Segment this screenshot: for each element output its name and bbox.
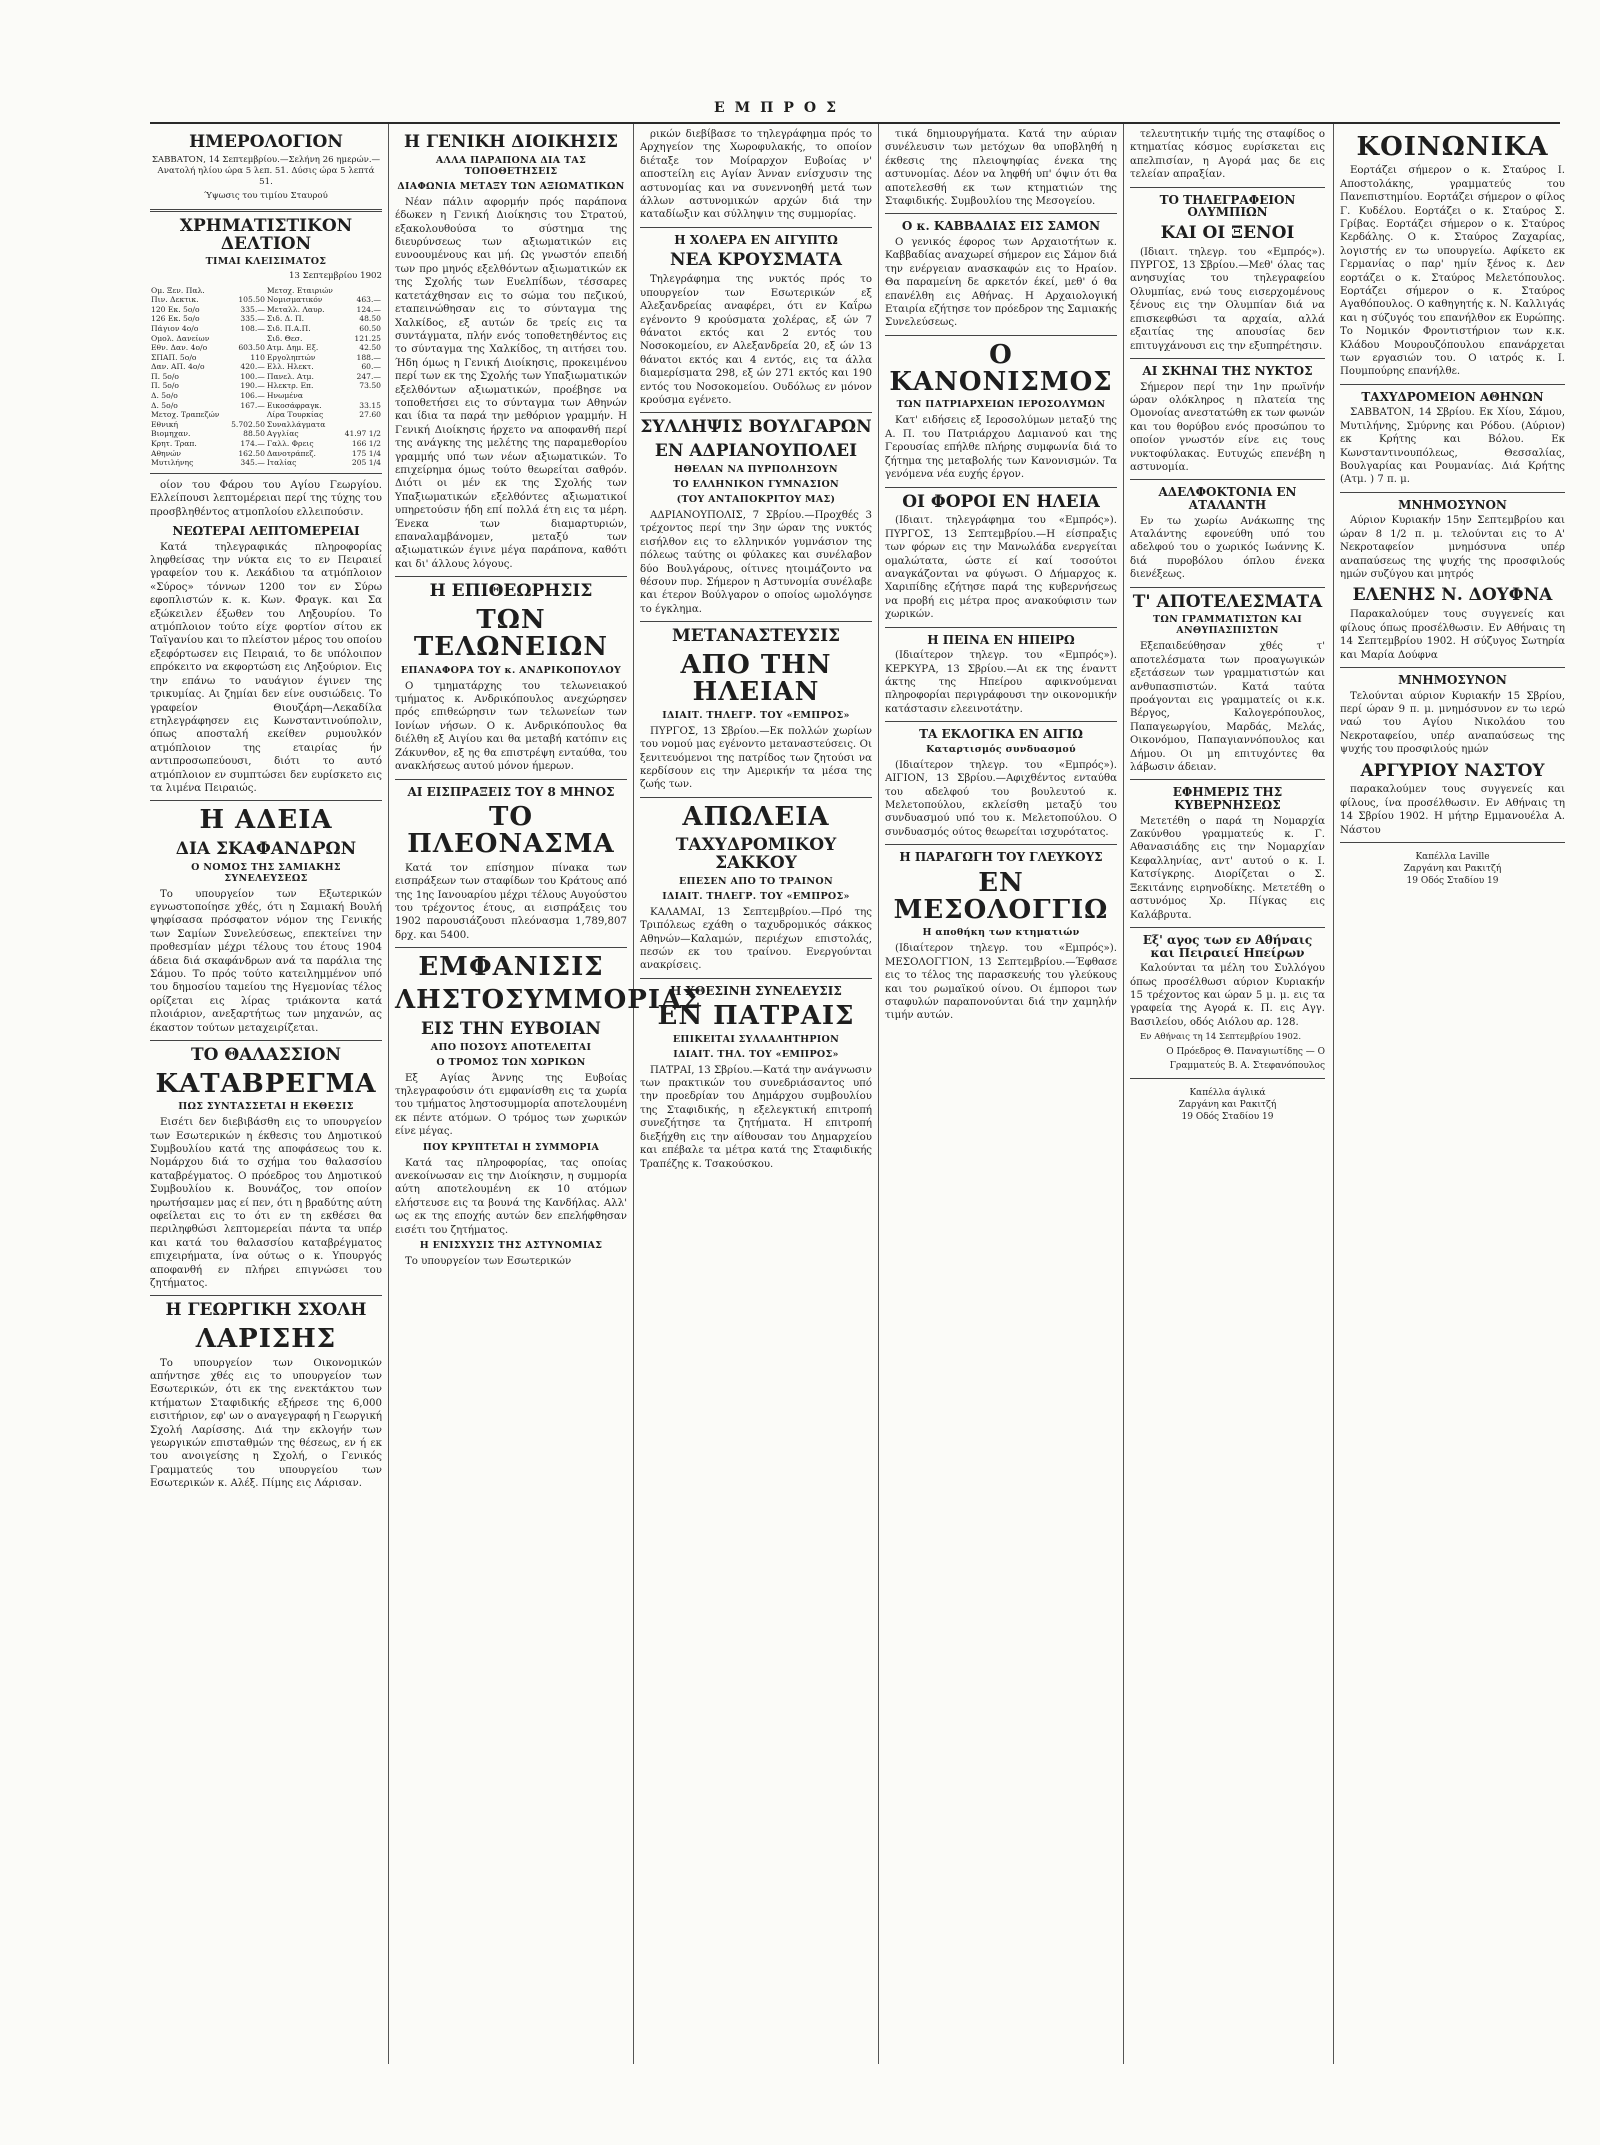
divider [640,227,872,228]
article-text: οίον του Φάρου του Αγίου Γεωργίου. Ελλείπουσι λεπτομέρειαι περί της τύχης του προσβληθέντος ατμοπλοίου ελλειπούσιν. [150,479,382,518]
divider [1130,927,1325,928]
divider [395,576,627,577]
article-subhead: ΑΠΟ ΠΟΣΟΥΣ ΑΠΟΤΕΛΕΙΤΑΙ [430,1041,592,1053]
article-headline: ΤΟ ΤΗΛΕΓΡΑΦΕΙΟΝ ΟΛΥΜΠΙΩΝ [1159,192,1296,220]
rates-cell: Δ. 5ο/ο [151,391,178,401]
article-text: (Ιδιαιτ. τηλεγράφημα του «Εμπρός»). ΠΥΡΓΟΣ, 13 Σεπτεμβρίου.—Η είσπραξις των φόρων εις την Μανωλάδα ενεργείται ομαλώτατα, ώστε εί καί τοσούτοι αναγκάζονται να φύγωσι. Ο Δήμαρχος κ. Χαριπίδης εζήτησε παρά της κυβερνήσεως να προβή εις μέτρα προς ανακούφισιν των χωρικών. [885,515,1117,621]
rates-row [150,372,382,382]
divider [150,1040,382,1041]
article-subhead: ΤΟ ΕΛΛΗΝΙΚΟΝ ΓΥΜΝΑΣΙΟΝ [672,479,840,491]
top-rule [150,122,1560,124]
rates-row [150,305,382,315]
article-headline: Η ΑΔΕΙΑ [199,805,333,836]
article-text: (Ιδιαιτ. τηλεγρ. του «Εμπρός»). ΠΥΡΓΟΣ, 13 Σβρίου.—Μεθ' όλας τας ανησυχίας του τηλεγραφείου Ολυμπίας, ενώ τους εισερχομένους ξένους εις την Ολυμπίαν διά να επισκεφθώσι τα αρχαία, αλλά εξαιτίας της απουσίας δεν επιτυγχάνουσι εις την εξυπηρέτησιν. [1130,246,1325,352]
rates-cell: 162.50 [238,448,265,458]
rates-cell: 121.25 [354,333,381,343]
calendar-title: ΗΜΕΡΟΛΟΓΙΟΝ [189,132,343,152]
divider [1340,667,1565,668]
notice-date: Εν Αθήναις τη 14 Σεπτεμβρίου 1902. [1140,1032,1302,1043]
rates-cell: 5.702.50 [231,419,265,429]
rates-cell: Σιδ. Θεσ. [266,333,303,343]
rates-cell: Σιδ. Δ. Π. [266,314,304,324]
article-text: (Ιδιαίτερον τηλεγρ. του «Εμπρός»). ΜΕΣΟΛΟΓΓΙΟΝ, 13 Σεπτεμβρίου.—Έφθασε εις το τέλος της παρασκευής του γλεύκους και του ρωμαϊκού οίνου. Οι έμποροι των σταφυλών παραπονούνται διά την χαμηλήν τιμήν αυτών. [885,943,1117,1022]
rates-row [150,314,382,324]
rates-cell: 106.— [240,391,265,401]
rates-cell: 603.50 [238,343,265,353]
rates-cell: 335.— [240,314,265,324]
rates-row [150,334,382,344]
rates-cell: Γαλλ. Φρεις [266,439,314,449]
rates-cell [227,286,266,296]
rates-cell: 420.— [240,362,265,372]
article-headline: Η ΧΟΛΕΡΑ ΕΝ ΑΙΓΥΠΤΩ [674,232,838,247]
rates-cell: 345.— [240,458,265,468]
divider [150,473,382,474]
article-headline: Ο κ. ΚΑΒΒΑΔΙΑΣ ΕΙΣ ΣΑΜΟΝ [901,219,1101,234]
article-subhead: Ο ΝΟΜΟΣ ΤΗΣ ΣΑΜΙΑΚΗΣ ΣΥΝΕΛΕΥΣΕΩΣ [191,861,341,884]
article-subhead: (ΤΟΥ ΑΝΤΑΠΟΚΡΙΤΟΥ ΜΑΣ) [676,494,836,506]
rates-cell: 175 1/4 [351,448,381,458]
divider [640,797,872,798]
article-headline: ΤΟ ΘΑΛΑΣΣΙΟΝ [190,1044,342,1065]
memorial-name: ΕΛΕΝΗΣ Ν. ΔΟΥΦΝΑ [1352,585,1553,606]
divider [1130,479,1325,480]
divider [885,627,1117,628]
article-text: ΑΔΡΙΑΝΟΥΠΟΛΙΣ, 7 Σβρίου.—Προχθές 3 τρέχοντος περί την 3ην ώραν της νυκτός εισήλθον εις το ελληνικόν γυμνάσιον της πόλεως ταύτης οι φύλακες και συνέλαβον δύο Βουλγάρους, οίτινες ητοιμάζοντο να θέσουν πυρ. Σήμερον η Αστυνομία συνέλαβε και έτερον Βούλγαρον ο οποίος ωμολόγησε το έγκλημα. [640,510,872,615]
divider [1340,842,1565,843]
article-headline: ΕΜΦΑΝΙΣΙΣ [418,952,604,983]
article-text: Μετετέθη ο παρά τη Νομαρχία Ζακύνθου γραμματεύς κ. Γ. Αθανασιάδης εις την Νομαρχίαν Κεφαλληνίας, αντ' αυτού ο κ. Ι. Κατσίγκρης. Διορίζεται ο Σ. Ξεκιτάνης ειρηνοδίκης. Μετετέθη ο αστυνόμος Χρ. Πίγκας εις Καλάβρυτα. [1130,815,1325,921]
divider [885,213,1117,214]
rates-cell: Πανελ. Ατμ. [266,371,314,381]
ad-line: 19 Οδός Σταδίου 19 [1181,1112,1274,1123]
article-text: (Ιδιαίτερον τηλεγρ. του «Εμπρός»). ΚΕΡΚΥΡΑ, 13 Σβρίου.—Αι εκ της ένανττ άκτης της Ηπείρου αφικνούμεναι πληροφορίαι περιγράφουσι την οικονομικήν κατάστασιν ελεεινοτάτην. [885,650,1117,715]
article-headline: ΚΟΙΝΩΝΙΚΑ [1356,132,1549,162]
notice-signature: Ο Πρόεδρος Θ. Παναγιωτίδης — Ο Γραμματεύς Β. Α. Στεφανόπουλος [1166,1047,1325,1071]
article-subhead: Ο ΤΡΟΜΟΣ ΤΩΝ ΧΩΡΙΚΩΝ [436,1056,586,1068]
rates-cell [340,420,382,430]
article-headline: ΣΥΛΛΗΨΙΣ ΒΟΥΛΓΑΡΩΝ [640,417,872,438]
article-text: Κατά τας πληροφορίας, τας οποίας ανεκοίνωσαν εις την Διοίκησιν, η συμμορία αύτη αποτελουμένη εκ 10 ατόμων ελήστευσε εις τα βουνά της Κανδήλας. Αλλ' ως εκ της εποχής αυτών δεν επελήφθησαν εισέτι του ζητήματος. [395,1157,627,1236]
article-headline: ΤΑΧΥΔΡΟΜΕΙΟΝ ΑΘΗΝΩΝ [1361,389,1544,404]
rates-cell: Βιομηχαν. [151,429,191,439]
rates-cell: 48.50 [359,314,381,324]
article-headline: ΑΙ ΣΚΗΝΑΙ ΤΗΣ ΝΥΚΤΟΣ [1142,363,1313,378]
column-rule [388,124,389,2064]
rates-table [150,286,382,468]
article-headline: Η ΧΘΕΣΙΝΗ ΣΥΝΕΛΕΥΣΙΣ [670,983,842,998]
article-text: Το υπουργείον των Οικονομικών απήντησε χθές εις το υπουργείον των Εσωτερικών, ότι εκ της ενεκτάκτου των κτήματων Σταφιδικής εξήρεσε της 6,000 εισιτήριον, εφ' ων ο αναγεγραφή η Γεωργική Σχολή Λαρίσσης. Διά την εκλογήν των γεωργικών επισταθμών της θέσεως, εν ή εκ του ανοιγείσης η Σχολή, ο Γενικός Γραμματεύς του υπουργείου των Εσωτερικών κ. Αλέξ. Πίμης εις Λάρισαν. [150,1357,382,1490]
article-headline: ΟΙ ΦΟΡΟΙ ΕΝ ΗΛΕΙΑ [902,491,1100,512]
rates-row [150,362,382,372]
article-text: ρικών διεβίβασε το τηλεγράφημα πρός το Αρχηγείον της Χωροφυλακής, το οποίον διέταξε τον Μοίραρχον Ευβοίας ν' αποστείλη εις Αγίαν Άνναν ενίσχυσιν της αστυνομίας και να συνεννοηθή μετά των άλλων αστυνομικών αρχών διά την καταδίωξιν και σύλληψιν της συμμορίας. [640,129,872,221]
rates-row [150,286,382,296]
rates-cell: 247.— [356,371,381,381]
divider [640,621,872,622]
article-subhead: ΤΩΝ ΓΡΑΜΜΑΤΙΣΤΩΝ ΚΑΙ ΑΝΘΥΠΑΣΠΙΣΤΩΝ [1153,614,1302,637]
rates-cell: Ηλεκτρ. Επ. [266,381,314,391]
article-headline: Η ΕΠΙΘΕΩΡΗΣΙΣ [429,581,593,602]
rates-cell: Λίρα Τουρκίας [266,410,324,420]
divider [1130,1078,1325,1079]
rates-cell: 88.50 [243,429,265,439]
article-headline: ΚΑΤΑΒΡΕΓΜΑ [155,1068,377,1099]
rates-row [150,391,382,401]
divider [395,779,627,780]
article-headline: ΕΙΣ ΤΗΝ ΕΥΒΟΙΑΝ [421,1018,601,1039]
rates-cell: 105.50 [238,295,265,305]
calendar-text: ΣΑΒΒΑΤΟΝ, 14 Σεπτεμβρίου.—Σελήνη 26 ημερών.— Ανατολή ηλίου ώρα 5 λεπ. 51. Δύσις ώρα 5 λεπτά 51. [151,154,381,188]
rates-cell: Νομισματικόν [266,295,323,305]
rates-cell: Ομ. Ξεν. Παλ. [151,285,205,295]
rates-cell [340,286,382,296]
column-rule [1123,124,1124,2064]
article-text: Σήμερον περί την 1ην πρωϊνήν ώραν ολόκληρος η πλατεία της Ομονοίας ανεστατώθη εκ των φωνών και του θορύβου ενός προσώπου το οποίον γνωστόν είνε εις τους νυκτοφύλακας. Ευτυχώς επενέβη η αστυνομία. [1130,381,1325,473]
rates-row [150,410,382,420]
rates-cell: 166 1/2 [351,439,381,449]
rates-cell: Ομολ. Δανείων [151,333,210,343]
article-text: Ο τμηματάρχης του τελωνειακού τμήματος κ. Ανδρικόπουλος ανεχώρησεν πρός επιθεώρησιν των τελωνείων των Ιονίων νήσων. Ο κ. Ανδρικόπουλος θα διέλθη εξ Αιγίου και θα μεταβή κατόπιν εις Ζάκυνθον, εξ ης θα επιστρέψη ενταύθα, του ανακλήσεως αυτού μόνον ήμερων. [395,680,627,773]
rates-cell: 60.— [361,362,381,372]
rates-cell: Ιταλίας [266,458,297,468]
rates-cell: Σιδ. Π.Α.Π. [266,323,311,333]
ad-line: Καπέλλα Laville [1415,852,1490,863]
article-headline: ΕΦΗΜΕΡΙΣ ΤΗΣ ΚΥΒΕΡΝΗΣΕΩΣ [1172,785,1283,813]
column-rule [1333,124,1334,2064]
rates-cell: ΣΠΑΠ. 5ο/ο [151,352,197,362]
divider [395,947,627,948]
article-headline: ΚΑΙ ΟΙ ΞΕΝΟΙ [1160,222,1295,243]
article-headline: Η ΓΕΝΙΚΗ ΔΙΟΙΚΗΣΙΣ [404,132,618,152]
rates-cell: Ηνωμένα [266,391,303,401]
divider [150,1295,382,1296]
rates-row [150,449,382,459]
rates-cell: 33.15 [359,400,381,410]
rates-cell: 174.— [240,439,265,449]
column-2 [395,128,702,2058]
article-headline: Τ' ΑΠΟΤΕΛΕΣΜΑΤΑ [1132,591,1323,612]
article-text: τελευτητικήν τιμής της σταφίδος ο κτηματίας κόσμος ευρίσκεται εις απελπισίαν, η Αγορά μας δε εις τελείαν απραξίαν. [1130,129,1325,181]
article-subhead: ΕΠΕΣΕΝ ΑΠΟ ΤΟ ΤΡΑΙΝΟΝ [679,875,833,887]
rates-cell: Ελλ. Ηλεκτ. [266,362,314,372]
ad-line: 19 Οδός Σταδίου 19 [1406,876,1499,887]
column-6 [1340,128,1565,2058]
article-subhead: ΙΔΙΑΙΤ. ΤΗΛ. ΤΟΥ «ΕΜΠΡΟΣ» [673,1048,839,1060]
article-headline: ΤΩΝ ΤΕΛΩΝΕΙΩΝ [413,605,609,663]
rates-cell: Ατμ. Δημ. Εξ. [266,343,319,353]
rates-row [150,429,382,439]
bulletin-date: 13 Σεπτεμβρίου 1902 [288,271,382,282]
article-headline: ΝΕΩΤΕΡΑΙ ΛΕΠΤΟΜΕΡΕΙΑΙ [172,524,360,539]
article-headline: Ο ΚΑΝΟΝΙΣΜΟΣ [889,339,1113,398]
divider [885,487,1117,488]
article-headline: ΤΑ ΕΚΛΟΓΙΚΑ ΕΝ ΑΙΓΙΩ [919,727,1083,742]
column-1 [150,128,382,2058]
article-headline: ΕΝ ΠΑΤΡΑΙΣ [657,1001,855,1032]
article-text: Εξεπαιδεύθησαν χθές τ' αποτελέσματα των προαγωγικών εξετάσεων των γραμματιστών και ανθυπασπιστών. Κατά ταύτα προάγονται εις γραμματείς οι κ.κ. Βέργος, Καλογερόπουλος, Παπαγεωργίου, Μαρδάς, Μελάς, Οικονόμου, Παπαγιαννόπουλος και Δήμου. Οι μη επιτυχόντες θα λάβωσιν άδειαν. [1130,641,1325,774]
rates-cell: Συναλλάγματα [266,419,326,429]
ad-line: Καπέλλα άγλικά [1189,1088,1266,1099]
article-headline: Εξ' αγος των εν Αθήναις και Πειραιεί Ηπείρων [1142,932,1313,960]
article-text: Παρακαλούμεν τους συγγενείς και φίλους όπως προσέλθωσιν. Εν Αθήναις τη 14 Σεπτεμβρίου 1902. Η σύζυγος Σωτηρία και Μαρία Δούφνα [1340,609,1565,661]
rates-cell: 108.— [240,323,265,333]
rates-cell: Εθνική [151,419,179,429]
rates-cell: Αθηνών [151,448,182,458]
advertisement [1130,1087,1325,1123]
article-headline: ΕΝ ΑΔΡΙΑΝΟΥΠΟΛΕΙ [654,441,858,462]
article-text: Κατ' ειδήσεις εξ Ιεροσολύμων μεταξύ της Α. Π. του Πατριάρχου Δαμιανού και της Γερουσίας επήλθε πλήρης συμφωνία διά το ζήτημα της μεταβολής των Κανονισμών. Τα γενόμενα νέα ευχής έργον. [885,415,1117,481]
rates-cell: Π. 5ο/ο [151,371,179,381]
article-subhead: Η ΕΝΙΣΧΥΣΙΣ ΤΗΣ ΑΣΤΥΝΟΜΙΑΣ [419,1240,603,1252]
rates-cell: 190.— [240,381,265,391]
rates-cell: 335.— [240,304,265,314]
rates-cell: 463.— [356,295,381,305]
rates-cell: 205 1/4 [351,458,381,468]
advertisement [1340,851,1565,887]
rates-cell: 27.60 [359,410,381,420]
article-headline: ΑΠΩΛΕΙΑ [682,801,830,832]
article-headline: Η ΠΕΙΝΑ ΕΝ ΗΠΕΙΡΩ [927,632,1075,647]
divider [150,209,382,212]
article-text: Εξ Αγίας Άννης της Ευβοίας τηλεγραφούσιν ότι εμφανίσθη εις τα χωρία του τμήματος ληστοσυμμορία αποτελουμένη εκ πέντε ατόμων. Ο τρόμος των χωρικών είνε μέγας. [395,1072,627,1138]
article-headline: ΜΝΗΜΟΣΥΝΟΝ [1398,497,1507,512]
divider [1130,187,1325,188]
rates-cell: Εικοσάφραγκ. [266,400,322,410]
rates-cell: Π. 5ο/ο [151,381,179,391]
rates-cell: 167.— [240,400,265,410]
article-text: τικά δημιουργήματα. Κατά την αύριαν συνέλευσιν των μετόχων θα υποβληθή η έκθεσις της πλειοψηφίας ένεκα της αστυνομίας. Δέον να ληφθή υπ' όψιν ότι θα αποτελεσθή εκ των κτηματιών της Σταφιδικής. Συμβουλίου της Μεσογείου. [885,129,1117,208]
article-text: παρακαλούμεν τους συγγενείς και φίλους, ίνα προσέλθωσιν. Εν Αθήναις τη 14 Σβρίου 1902. Η μήτηρ Εμμανουέλα Α. Νάστου [1340,784,1565,836]
divider [885,335,1117,336]
article-text: ΠΥΡΓΟΣ, 13 Σβρίου.—Εκ πολλών χωρίων του νομού μας εγένοντο μεταναστεύσεις. Οι ξενιτευόμενοι της πατρίδος των ζητούσι να κερδίσουν εις την Αμερικήν τα μέσα της ζωής των. [640,725,872,791]
article-headline: ΤΑΧΥΔΡΟΜΙΚΟΥ ΣΑΚΚΟΥ [675,835,837,873]
divider [640,412,872,413]
rates-cell: Μεταλλ. Λαυρ. [266,304,325,314]
rates-cell: 73.50 [359,381,381,391]
rates-cell: 42.50 [359,343,381,353]
rates-cell: 120 Εκ. 5ο/ο [151,304,200,314]
article-subhead: ΠΟΥ ΚΡΥΠΤΕΤΑΙ Η ΣΥΜΜΟΡΙΑ [422,1141,600,1153]
rates-cell [227,334,266,344]
rates-row [150,295,382,305]
rates-cell: 41.97 1/2 [344,429,381,439]
column-rule [878,124,879,2064]
rates-cell: 126 Εκ. 5ο/ο [151,314,200,324]
article-headline: ΑΔΕΛΦΟΚΤΟΝΙΑ ΕΝ ΑΤΑΛΑΝΤΗ [1158,485,1297,512]
article-subhead: Η αποθήκη των κτηματιών [922,927,1080,939]
article-headline: ΔΙΑ ΣΚΑΦΑΝΔΡΩΝ [175,838,357,859]
article-subhead: ΙΔΙΑΙΤ. ΤΗΛΕΓΡ. ΤΟΥ «ΕΜΠΡΟΣ» [662,709,850,721]
rates-row [150,420,382,430]
memorial-name: ΑΡΓΥΡΙΟΥ ΝΑΣΤΟΥ [1360,760,1545,781]
divider [885,721,1117,722]
divider [1340,384,1565,385]
article-subhead: ΠΩΣ ΣΥΝΤΑΣΣΕΤΑΙ Η ΕΚΘΕΣΙΣ [178,1101,354,1113]
masthead: ΕΜΠΡΟΣ [713,100,846,116]
rates-cell: Μυτιλήνης [151,458,194,468]
rates-cell: 188.— [356,352,381,362]
rates-row [150,401,382,411]
rates-row [150,381,382,391]
rates-cell: Πάγιον 4ο/ο [151,323,199,333]
rates-cell: Εθν. Δαν. 4ο/ο [151,343,208,353]
divider [640,978,872,979]
article-text: Τελούνται αύριον Κυριακήν 15 Σβρίου, περί ώραν 9 π. μ. μνημόσυνον εν τω ιερώ ναώ του Αγίου Νικολάου του Νεκροταφείου, υπέρ αναπαύσεως της ψυχής του προσφιλούς ημών [1340,690,1565,756]
ad-line: Ζαργάνη και Ρακιτζή [1403,864,1502,875]
rates-row [150,458,382,468]
article-headline: ΝΕΑ ΚΡΟΥΣΜΑΤΑ [670,250,842,271]
column-5 [1130,128,1325,2058]
article-headline: ΜΝΗΜΟΣΥΝΟΝ [1398,672,1507,687]
article-text: Εν τω χωρίω Ανάκωπης της Αταλάντης εφονεύθη υπό του αδελφού του ο χωρικός Ιωάννης Κ. διά πυροβόλου όπλου ένεκα διενέξεως. [1130,515,1325,581]
divider [1130,587,1325,588]
article-text: Εισέτι δεν διεβιβάσθη εις το υπουργείον των Εσωτερικών η έκθεσις του Δημοτικού Συμβουλίου κατά της αποφάσεως του κ. Νομάρχου διά το σχήμα του θαλασσίου καταβρέγματος. Ο πρόεδρος του Δημοτικού Συμβουλίου κ. Βουνάζος, τον οποίον ηρωτήσαμεν μας εί πεν, ότι η βραδύτης αύτη οφείλεται εις το ότι εν τη εκθέσει θα περιληφθώσι λεπτομερείαι πάντα τα υπέρ και κατά του θαλασσίου καταβρέγματος επιχειρήματα, ίνα ούτως ο κ. Υπουργός αποφανθή εν πλήρει επιγνώσει του ζητήματος. [150,1117,382,1289]
article-text: Νέαν πάλιν αφορμήν πρός παράπονα έδωκεν η Γενική Διοίκησις του Στρατού, εξακολουθούσα το σύστημα της διευρύνσεως των αξιωματικών εις ευνοουμένους και μή. Ως γνωστόν επειδή των προ μηνός εξελθόντων αξιωματικών εκ της Σχολής των Ευελπίδων, τέσσαρες κατετάχθησαν εις το σώμα του πεζικού, εταπεινώθησαν εις το σύνταγμα της Χαλκίδος, εξ αυτών δε τρείς εις τα συντάγματα, πλήν ενός τοποθετηθέντος εις το σύνταγμα της Χαλκίδος, τη αιτήσει του. Ήδη όμως η Γενική Διοίκησις, προκειμένου περί των εκ της Σχολής των Υπαξιωματικών εξελθόντων αξιωματικών, προέβησε να τοποθετήσει εις το σύνταγμα των Αθηνών και ίδια τα παρά την μεθόριον γραμμήν. Η Γενική Διοίκησις ήρχετο να αποφανθή περί της ανάγκης της μελέτης της παραμεθορίου γραμμής υπό των νέων αξιωματικών. Το επιχείρημα όμως τούτο θεωρείται σαθρόν. Διότι οι μέν εκ της Σχολής των Υπαξιωματικών εξελθόντες αξιωματικοί υπηρετούσιν ήδη επί πολλά έτη εις τα μέρη. Ένεκα των διαμαρτυριών, επαναλαμβάνομεν, μεταξύ των αξιωματικών έγινε μέγα παράπονα, καθότι και δι' άλλους λόγους. [395,196,627,570]
article-subhead: ΕΠΑΝΑΦΟΡΑ ΤΟΥ κ. ΑΝΔΡΙΚΟΠΟΥΛΟΥ [400,664,622,676]
divider [1130,779,1325,780]
rates-cell [227,410,266,420]
rates-cell: Πιν. Δεκτικ. [151,295,199,305]
rates-cell: Δ. 5ο/ο [151,400,178,410]
rates-row [150,439,382,449]
article-headline: ΑΠΟ ΤΗΝ ΗΛΕΙΑΝ [680,650,832,708]
rates-cell: Δαν. ΑΠ. 4ο/ο [151,362,205,372]
rates-cell: 110 [250,352,265,362]
article-headline: ΤΟ ΠΛΕΟΝΑΣΜΑ [407,802,615,860]
article-subhead: ΤΩΝ ΠΑΤΡΙΑΡΧΕΙΩΝ ΙΕΡΟΣΟΛΥΜΩΝ [896,399,1106,411]
rates-row [150,324,382,334]
column-3 [640,128,872,2058]
calendar-feast: Ύψωσις του τιμίου Σταυρού [204,191,328,202]
article-text: Ο γενικός έφορος των Αρχαιοτήτων κ. Καββαδίας αναχωρεί σήμερον εις Σάμον διά την ενέργειαν ανασκαφών εις το Ηραίον. Θα παραμείνη δε αρκετόν έκεί, μεθ' ό θα επανέλθη εις Αθήνας. Η Αρχαιολογική Εταιρία εζήτησε τον πρόεδρον της Σαμιακής Συνελεύσεως. [885,237,1117,329]
article-text: ΚΑΛΑΜΑΙ, 13 Σεπτεμβρίου.—Πρό της Τριπόλεως εχάθη ο ταχυδρομικός σάκκος Αθηνών—Καλαμών, περιέχων επιστολάς, πεσών εκ του τραίνου. Ενεργούνται ανακρίσεις. [640,906,872,972]
article-text: Κατά τον επίσημον πίνακα των εισπράξεων των σταφίδων του Κράτους από της 1ης Ιανουαρίου μέχρι τέλους Αυγούστου του τρέχοντος έτους, αι εισπράξεις του 1902 παρουσιάζουσι πλεόνασμα 1,789,807 δρχ. και 5400. [395,862,627,941]
article-text: Τηλεγράφημα της νυκτός πρός το υπουργείον των Εσωτερικών εξ Αλεξανδρείας αναφέρει, ότι εν Καΐρω εγένοντο 9 κρούσματα χολέρας, εξ ών 7 θάνατοι εκτός και 2 εντός του Νοσοκομείου, εν Αλεξανδρεία 20, εξ ών 13 θάνατοι εκτός και 4 εντός, εις τα άλλα διαμερίσματα 298, εξ ών 271 εκτός και 190 εντός του Νοσοκομείου. Ουδόλως εν μόνον κρούσμα εγένετο. [640,274,872,406]
article-headline: ΜΕΤΑΝΑΣΤΕΥΣΙΣ [671,626,841,647]
article-headline: Η ΠΑΡΑΓΩΓΗ ΤΟΥ ΓΛΕΥΚΟΥΣ [899,850,1103,865]
rates-cell: Εργοληπτών [266,352,316,362]
article-subhead: ΕΠΙΚΕΙΤΑΙ ΣΥΛΛΑΛΗΤΗΡΙΟΝ [672,1033,840,1045]
article-text: Το υπουργείον των Εξωτερικών εγνωστοποίησε χθές, ότι η Σαμιακή Βουλή ψηφίσασα πρόσφατον νόμον της Γενικής των Σαμίων Συνελεύσεως, επεκτείνει την προθεσμίαν μέχρι τέλους του έτους 1904 άδεια διά σκαφάνδρων ανά τα παράλια της Σάμου. Το πρός τούτο κατειλημμένον υπό του δημοσίου ταμείου της Ηγεμονίας τέλος ορίζεται εις λίρας τριάκοντα κατά πλοιάριον, ανεξαρτήτως των μηχανών, ας έκαστον τούτων μεταχειρίζεται. [150,888,382,1034]
article-headline: ΑΙ ΕΙΣΠΡΑΞΕΙΣ ΤΟΥ 8 ΜΗΝΟΣ [407,784,615,799]
rates-cell: Μετοχ. Εταιριών [266,285,333,295]
article-subhead: ΙΔΙΑΙΤ. ΤΗΛΕΓΡ. ΤΟΥ «ΕΜΠΡΟΣ» [662,890,850,902]
article-headline: ΕΝ ΜΕΣΟΛΟΓΓΙΩ [893,867,1109,926]
article-subhead: ΗΘΕΛΑΝ ΝΑ ΠΥΡΠΟΛΗΣΟΥΝ [674,464,838,476]
article-subhead: ΑΛΛΑ ΠΑΡΑΠΟΝΑ ΔΙΑ ΤΑΣ ΤΟΠΟΘΕΤΗΣΕΙΣ [435,154,587,177]
rates-cell: Δανοτράπεζ. [266,448,316,458]
rates-cell: 100.— [240,371,265,381]
divider [1130,358,1325,359]
divider [885,844,1117,845]
ad-line: Ζαργάνη και Ρακιτζή [1178,1100,1277,1111]
rates-row [150,343,382,353]
rates-cell: Μετοχ. Τραπεζών [151,410,220,420]
article-text: ΠΑΤΡΑΙ, 13 Σβρίου.—Κατά την ανάγνωσιν των πρακτικών του συνεδριάσαντος υπό την προεδρίαν του Δημάρχου συμβουλίου της Σταφιδικής, η εξελεγκτική επιτροπή συνεζήτησε τα ζητήματα. Η επιτροπή διεξήχθη εις την αίθουσαν του Δημαρχείου και επέβαλε τα μέτρα κατά της Σταφιδικής Τραπέζης κ. Τσακούσκου. [640,1064,872,1170]
article-text: (Ιδιαίτερον τηλεγρ. του «Εμπρός»). ΑΙΓΙΟΝ, 13 Σβρίου.—Αφιχθέντος ενταύθα του αδελφού του βουλευτού κ. Μελετοπούλου, εκλείσθη μεταξύ του συνδυασμού υπό του κ. Μελετοπούλου. Ο συνδυασμός ούτος θεωρείται ισχυρότατος. [885,759,1117,838]
rates-cell: Κρητ. Τραπ. [151,439,197,449]
article-headline: ΛΗΣΤΟΣΥΜΜΟΡΙΑΣ [395,985,702,1016]
article-subhead: Καταρτισμός συνδυασμού [926,743,1076,755]
rates-cell: 60.50 [359,323,381,333]
article-text: Αύριον Κυριακήν 15ην Σεπτεμβρίου και ώραν 8 1/2 π. μ. τελούνται εις το Α' Νεκροταφείον μνημόσυνα υπέρ αναπαύσεως της ψυχής της προσφιλούς ημών συζύγου και μητρός [1340,515,1565,581]
article-text: ΣΑΒΒΑΤΟΝ, 14 Σβρίου. Εκ Χίου, Σάμου, Μυτιλήνης, Σμύρνης και Ρόδου. (Αύριον) εκ Κρήτης και Βόλου. Εκ Κωνσταντινουπόλεως, Θεσσαλίας, Βουλγαρίας και Ρουμανίας. Διά Κρήτης (Ατμ. ) 7 π. μ. [1340,407,1565,486]
article-subhead: ΔΙΑΦΩΝΙΑ ΜΕΤΑΞΥ ΤΩΝ ΑΞΙΩΜΑΤΙΚΩΝ [397,180,625,192]
article-text: Κατά τηλεγραφικάς πληροφορίας ληφθείσας την νύκτα εις το εν Πειραιεί γραφείον του κ. Λεκάδιου τα ατμόπλοιον «Σύρος» τόννων 1200 τον εν Σύρω εφοπλιστών κ. κ. Κων. Φραγκ. και Σα εξώκειλεν έξωθεν του Ληξουρίου. Το ατμόπλοιον τούτο είχε φορτίον σίτου εκ Ταϊγανίου και το πλείστον μέρος του οποίου εξεφόρτωσεν εις Πειραιά, το δε υπόλοιπον επρόκειτο να εκφορτώση εις Ληξούριον. Εις την επάνω το ναυάγιον έγινεν της τρικυμίας. Αι ζημίαι δεν είνε ουσιώδεις. Το γραφείον Θιουζάρη—Λεκαδίλα ετηλεγράφησεν εις Κωνσταντινούπολιν, όπως αποσταλή εκείθεν ρυμουλκόν ατμόπλοιον της εταιρίας ήν αντιπροσωπεύουσι, διότι το αυτό ατμόπλοιον εν συμπτώσει δεν ευρίσκετο εις τα λιμένα Πειραιώς. [150,541,382,794]
rates-cell [340,391,382,401]
article-headline: ΛΑΡΙΣΗΣ [195,1324,337,1355]
rates-cell: 124.— [356,304,381,314]
rates-row [150,353,382,363]
article-text: Το υπουργείον των Εσωτερικών [405,1256,572,1268]
column-4 [885,128,1117,2058]
rates-cell: Αγγλίας [266,429,299,439]
article-headline: Η ΓΕΩΡΓΙΚΗ ΣΧΟΛΗ [165,1300,367,1321]
divider [150,800,382,801]
bulletin-subtitle: ΤΙΜΑΙ ΚΛΕΙΣΙΜΑΤΟΣ [205,256,327,268]
bulletin-title: ΧΡΗΜΑΤΙΣΤΙΚΟΝ ΔΕΛΤΙΟΝ [179,215,353,254]
divider [1340,492,1565,493]
article-text: Εορτάζει σήμερον ο κ. Σταύρος Ι. Αποστολάκης, γραμματεύς του Πανεπιστημίου. Εορτάζει σήμερον ο φίλος Γ. Κυδέλου. Εορτάζει ο κ. Σταύρος Σ. Γρίβας. Εορτάζει σήμερον ο κ. Σταύρος Κερδάλης. Ο κ. Σταύρος Ζαχαρίας, λογιστής εν τω υπουργείω. Αφίκετο εκ Γερμανίας ο παρ' ημίν ξένος κ. Δεν εορτάζει ο κ. Σταύρος Μελετόπουλος. Εορτάζει σήμερον ο κ. Σταύρος Αγαθόπουλος. Ο καθηγητής κ. Ν. Καλλιγάς και η σύζυγός του επανήλθον εκ Ευρώπης. Το Νομικόν Φροντιστήριον των κ.κ. Κλάδου Μουρουζόπουλου επανάρχεται των εργασιών του. Ο ιατρός κ. Ι. Πουμπούρης επανήλθε. [1340,165,1565,378]
article-text: Καλούνται τα μέλη του Συλλόγου όπως προσέλθωσι αύριον Κυριακήν 15 τρέχοντος και ώραν 5 μ. μ. εις τα γραφεία της Αγορά κ. Π. εις Αγγ. Βασιλείου, οδός Αιόλου αρ. 128. [1130,963,1325,1028]
column-rule [633,124,634,2064]
